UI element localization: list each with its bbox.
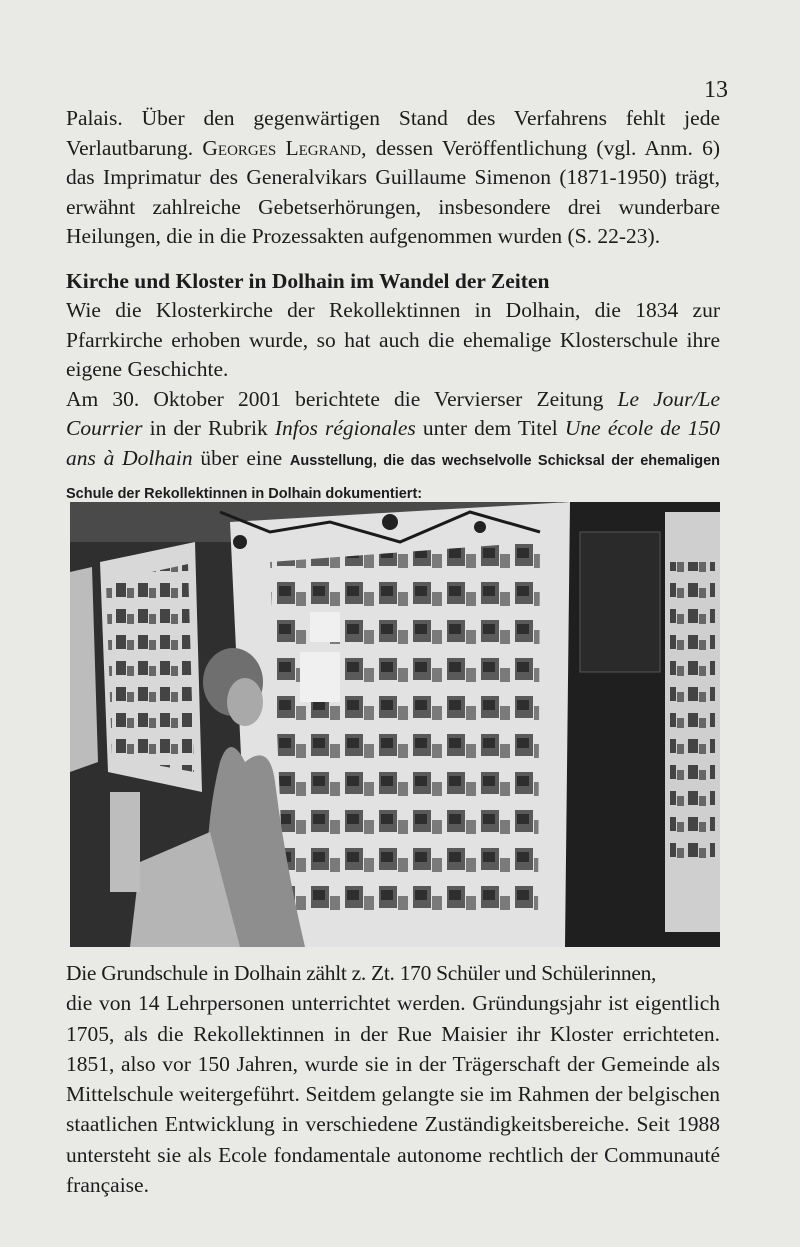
para3-text-c: unter dem Titel bbox=[415, 416, 565, 441]
para3-text-b: in der Rubrik bbox=[142, 416, 275, 441]
author-name: Georges Legrand bbox=[202, 135, 362, 160]
para1-text-a: Palais. Über den gegenwärtigen Stand des Verfahrens fehlt jede Verlautbarung. bbox=[66, 106, 720, 160]
exhibition-description: Ausstellung, die das wechselvolle Schicksal der ehemaligen Schule der Rekollektinnen in Dolhain dokumentiert: bbox=[66, 452, 721, 502]
para3-text-d: über eine bbox=[192, 445, 290, 470]
exhibition-photo-drawing bbox=[70, 502, 720, 947]
article-title: Une école de 150 ans à Dolhain bbox=[66, 416, 720, 470]
paragraph-history bbox=[66, 296, 720, 509]
para2-text: Wie die Klosterkirche der Rekollektinnen in Dolhain, die 1834 zur Pfarrkirche erhoben wurde, so hat auch die ehemalige Klosterschule ihre eigene Geschichte. bbox=[66, 298, 720, 382]
para1-text-b: , dessen Veröffentlichung (vgl. Anm. 6) das Imprimatur des Generalvikars Guillaume Simenon (1871-1950) trägt, erwähnt zahlreiche Gebetserhörungen, insbesondere drei wunderbare Heilungen, die in die Prozessakten aufgenommen wurden (S. 22-23). bbox=[66, 135, 720, 249]
newspaper-name: Le Jour/Le Courrier bbox=[66, 386, 720, 441]
photo-caption bbox=[66, 958, 720, 1200]
section-heading: Kirche und Kloster in Dolhain im Wandel der Zeiten bbox=[66, 269, 550, 293]
caption-rest: die von 14 Lehrpersonen unterrichtet werden. Gründungsjahr ist eigentlich 1705, als die Rekollektinnen in der Rue Maisier ihr Kloster errichteten. 1851, also vor 150 Jahren, wurde sie in der Trägerschaft der Gemeinde als Mittelschule weitergeführt. Seitdem gelangte sie im Rahmen der belgischen staatlichen Entwicklung in verschiedene Zuständigkeitsbereiche. Seit 1988 untersteht sie als Ecole fondamentale autonome rechtlich der Communauté française. bbox=[66, 991, 720, 1198]
para3 bbox=[66, 385, 720, 509]
exhibition-photo bbox=[70, 502, 720, 947]
para3-text-a: Am 30. Oktober 2001 berichtete die Vervierser Zeitung bbox=[66, 386, 618, 411]
paragraph-legrand bbox=[66, 104, 720, 252]
caption-first-line: Die Grundschule in Dolhain zählt z. Zt. 170 Schüler und Schülerinnen, bbox=[66, 961, 657, 985]
rubric-name: Infos régionales bbox=[274, 416, 416, 441]
page-number: 13 bbox=[704, 77, 728, 103]
